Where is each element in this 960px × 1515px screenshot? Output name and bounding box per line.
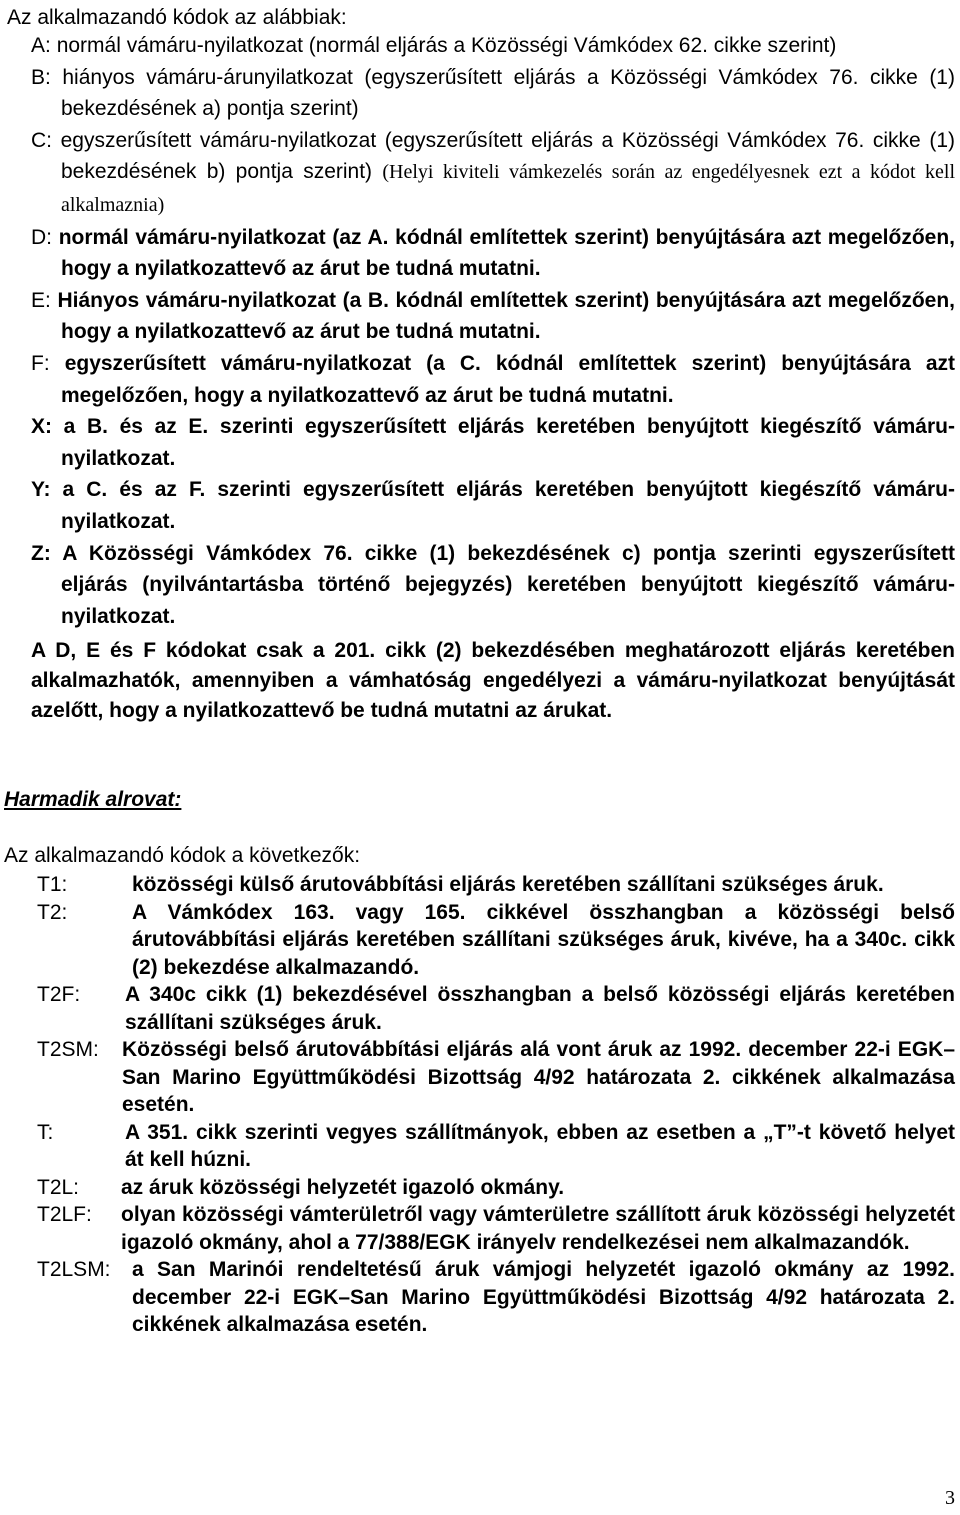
code-text: a B. és az E. szerinti egyszerűsített eljárás keretében benyújtott kiegészítő vámáru-nyilatkozat. <box>61 415 955 470</box>
code-item-e <box>31 285 955 348</box>
code-text: a San Marinói rendeltetésű áruk vámjogi helyzetét igazoló okmány az 1992. december 22-i EGK–San Marino Együttműködési Bizottság 4/92 határozata 2. cikkének alkalmazása esetén. <box>132 1258 955 1336</box>
section-heading: Az alkalmazandó kódok az alábbiak: <box>7 6 347 29</box>
subsection-title: Harmadik alrovat: <box>4 788 182 811</box>
code-key: T1: <box>37 873 68 896</box>
code-item-a <box>31 30 955 62</box>
code-key: T: <box>37 1120 54 1144</box>
code-text: normál vámáru-nyilatkozat (normál eljárás a Közösségi Vámkódex 62. cikke szerint) <box>56 34 837 57</box>
code-key: Z: <box>31 541 51 565</box>
code-text: hiányos vámáru-árunyilatkozat (egyszerűsített eljárás a Közösségi Vámkódex 76. cikke (1) bekezdésének a) pontja szerint) <box>61 65 955 121</box>
code-text: normál vámáru-nyilatkozat (az A. kódnál említettek szerint) benyújtására azt megelőzően, hogy a nyilatkozattevő az árut be tudná mutatni. <box>58 225 955 281</box>
code-item-z <box>31 538 955 633</box>
code-key: A: <box>31 34 51 57</box>
code-key: X: <box>31 415 52 439</box>
code-text: A 351. cikk szerinti vegyes szállítmányok, ebben az esetben a „T”-t követő helyet át kell húzni. <box>125 1120 955 1171</box>
code-text: olyan közösségi vámterületről vagy vámterületre szállított áruk közösségi helyzetét igazoló okmány, ahol a 77/388/EGK irányelv rendelkezései nem alkalmazandók. <box>121 1203 955 1254</box>
transit-code-t2f <box>37 981 955 1036</box>
transit-code-t2sm <box>37 1036 955 1119</box>
code-text: az áruk közösségi helyzetét igazoló okmány. <box>121 1175 565 1199</box>
code-item-x <box>31 411 955 474</box>
code-text: a C. és az F. szerinti egyszerűsített eljárás keretében benyújtott kiegészítő vámáru-nyilatkozat. <box>61 478 955 533</box>
code-text: Közösségi belső árutovábbítási eljárás alá vont áruk az 1992. december 22-i EGK–San Marino Együttműködési Bizottság 4/92 határozata 2. cikkének alkalmazása esetén. <box>122 1038 955 1116</box>
code-key: T2L: <box>37 1175 80 1199</box>
transit-code-t2l <box>37 1174 955 1202</box>
code-text: egyszerűsített vámáru-nyilatkozat (egyszerűsített eljárás a Közösségi Vámkódex 76. cikke (1) bekezdésének b) pontja szerint) <box>60 128 955 184</box>
code-key: D: <box>31 225 52 249</box>
code-note: (Helyi kiviteli vámkezelés során az engedélyesnek ezt a kódot kell alkalmaznia) <box>61 161 956 216</box>
code-key: C: <box>31 128 52 152</box>
code-key: E: <box>31 288 51 312</box>
subsection-heading: Az alkalmazandó kódok a következők: <box>4 844 361 867</box>
code-key: T2F: <box>37 983 81 1006</box>
code-item-b <box>31 62 955 125</box>
transit-code-t2lf <box>37 1201 955 1256</box>
code-item-d <box>31 222 955 285</box>
usage-paragraph: A D, E és F kódokat csak a 201. cikk (2) bekezdésében meghatározott eljárás keretében alkalmazhatók, amennyiben a vámhatóság engedélyezi a vámáru-nyilatkozat benyújtását azelőtt, hogy a nyilatkozattevő be tudná mutatni az árukat. <box>31 639 955 722</box>
code-text: A 340c cikk (1) bekezdésével összhangban a belső közösségi eljárás keretében szállítani szükséges áruk. <box>125 983 955 1034</box>
code-text: A Vámkódex 163. vagy 165. cikkével összhangban a közösségi belső árutovábbítási eljárás keretében szállítani szükséges áruk, kivéve, ha a 340c. cikk (2) bekezdése alkalmazandó. <box>132 900 955 979</box>
code-text: egyszerűsített vámáru-nyilatkozat (a C. kódnál említettek szerint) benyújtására azt megelőzően, hogy a nyilatkozattevő az árut be tudná mutatni. <box>61 351 955 407</box>
transit-code-t2 <box>37 899 955 982</box>
transit-code-t2lsm <box>37 1256 955 1339</box>
page-number: 3 <box>945 1487 955 1509</box>
code-item-f <box>31 348 955 411</box>
code-key: T2: <box>37 900 68 924</box>
code-text: Hiányos vámáru-nyilatkozat (a B. kódnál említettek szerint) benyújtására azt megelőzően, hogy a nyilatkozattevő az árut be tudná mutatni. <box>57 288 955 344</box>
code-key: T2LSM: <box>37 1258 111 1281</box>
transit-code-t <box>37 1119 955 1174</box>
code-key: F: <box>31 351 50 375</box>
transit-code-list <box>37 871 955 1339</box>
code-key: B: <box>31 65 51 89</box>
code-key: T2SM: <box>37 1038 99 1061</box>
code-text: A Közösségi Vámkódex 76. cikke (1) bekezdésének c) pontja szerinti egyszerűsített eljárás (nyilvántartásba történő bejegyzés) keretében benyújtott kiegészítő vámáru-nyilatkozat. <box>61 541 956 628</box>
code-list <box>31 30 955 632</box>
code-key: Y: <box>31 478 51 502</box>
code-item-c <box>31 125 955 222</box>
code-item-y <box>31 474 955 537</box>
code-key: T2LF: <box>37 1203 92 1226</box>
transit-code-t1 <box>37 871 955 899</box>
code-text: közösségi külső árutovábbítási eljárás keretében szállítani szükséges áruk. <box>132 873 884 896</box>
